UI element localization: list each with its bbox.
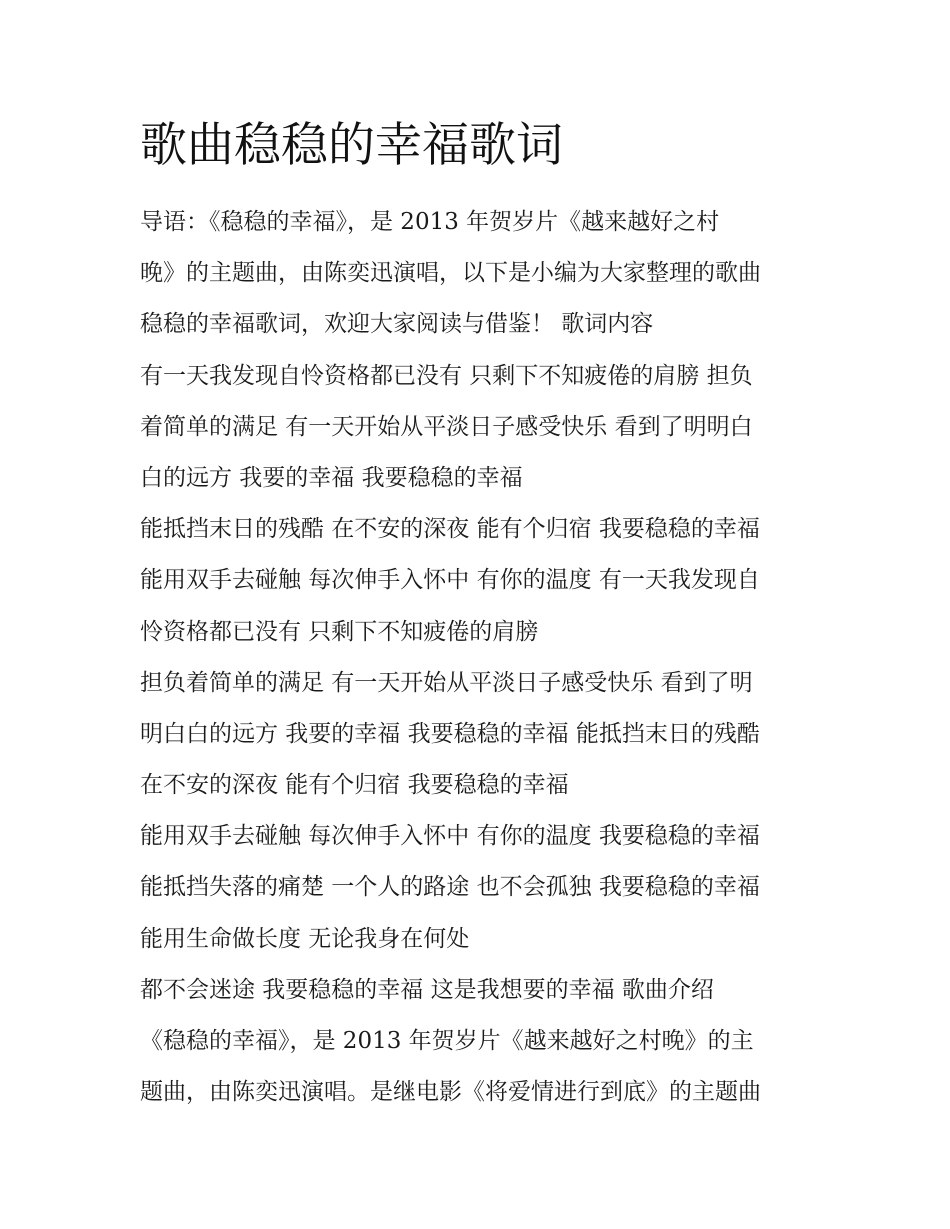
text-line: 明白白的远方 我要的幸福 我要稳稳的幸福 能抵挡末日的残酷 (140, 720, 760, 747)
text-line: 能用双手去碰触 每次伸手入怀中 有你的温度 有一天我发现自 (140, 567, 760, 594)
document-body (140, 197, 820, 1118)
text-line: 导语：《稳稳的幸福》，是 2013 年贺岁片《越来越好之村 (140, 209, 720, 235)
text-line: 能用生命做长度 无论我身在何处 (140, 925, 470, 952)
text-line: 晚》的主题曲，由陈奕迅演唱，以下是小编为大家整理的歌曲 (140, 260, 761, 287)
text-line: 《稳稳的幸福》，是 2013 年贺岁片《越来越好之村晚》的主 (140, 1028, 754, 1054)
text-line: 能抵挡失落的痛楚 一个人的路途 也不会孤独 我要稳稳的幸福 (140, 874, 760, 901)
document-title: 歌曲稳稳的幸福歌词 (140, 118, 563, 173)
text-line: 都不会迷途 我要稳稳的幸福 这是我想要的幸福 歌曲介绍 (140, 976, 714, 1003)
text-line: 能用双手去碰触 每次伸手入怀中 有你的温度 我要稳稳的幸福 (140, 823, 760, 850)
text-line: 题曲，由陈奕迅演唱。是继电影《将爱情进行到底》的主题曲 (140, 1079, 761, 1106)
text-line: 稳稳的幸福歌词，欢迎大家阅读与借鉴！ 歌词内容 (140, 311, 654, 338)
text-line: 怜资格都已没有 只剩下不知疲倦的肩膀 (140, 618, 539, 645)
text-line: 能抵挡末日的残酷 在不安的深夜 能有个归宿 我要稳稳的幸福 (140, 516, 760, 543)
text-line: 着简单的满足 有一天开始从平淡日子感受快乐 看到了明明白 (140, 413, 753, 440)
text-line: 在不安的深夜 能有个归宿 我要稳稳的幸福 (140, 772, 569, 799)
text-line: 白的远方 我要的幸福 我要稳稳的幸福 (140, 464, 523, 491)
text-line: 担负着简单的满足 有一天开始从平淡日子感受快乐 看到了明 (140, 669, 753, 696)
text-line: 有一天我发现自怜资格都已没有 只剩下不知疲倦的肩膀 担负 (140, 362, 753, 389)
